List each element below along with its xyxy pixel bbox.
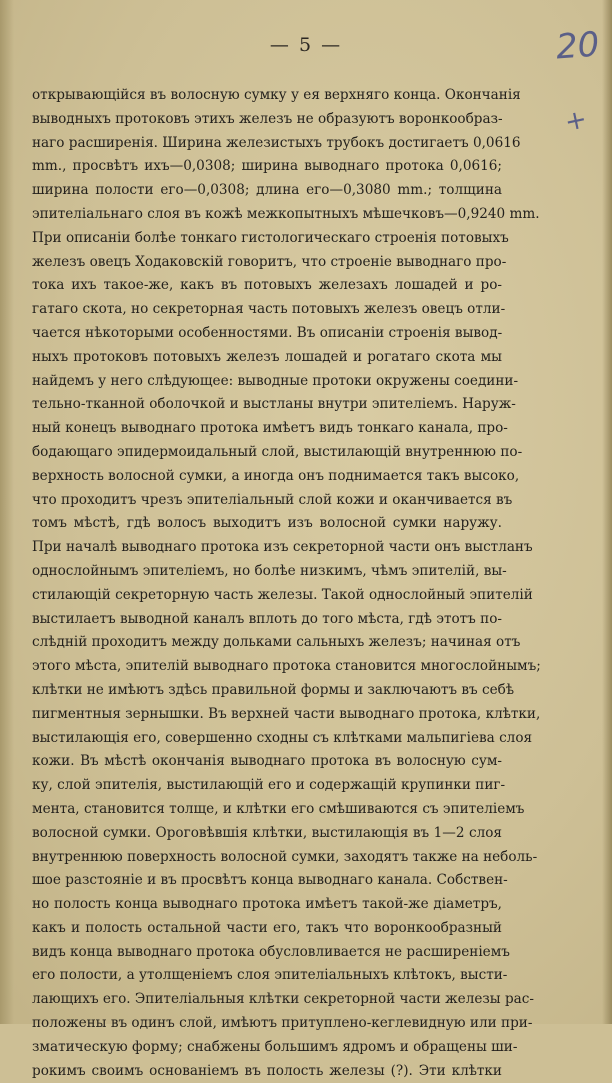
- text-line: видъ конца выводнаго протока обусловливается не расширеніемъ: [32, 943, 510, 960]
- text-line: его полости, а утолщеніемъ слоя эпителіальныхъ клѣтокъ, высти-: [32, 967, 508, 984]
- text-line: тельно-тканной оболочкой и выстланы внутри эпителіемъ. Наруж-: [32, 396, 516, 413]
- text-line: бодающаго эпидермоидальный слой, выстилающій внутреннюю по-: [32, 443, 523, 460]
- text-line: При описаніи болѣе тонкаго гистологическаго строенія потовыхъ: [32, 229, 509, 246]
- text-line: железъ овецъ Ходаковскій говоритъ, что строеніе выводнаго про-: [32, 253, 507, 270]
- text-line: рокимъ своимъ основаніемъ въ полость железы (?). Эти клѣтки: [32, 1062, 502, 1079]
- text-line: mm., просвѣтъ ихъ—0,0308; ширина выводнаго протока 0,0616;: [32, 158, 502, 175]
- text-line: томъ мѣстѣ, гдѣ волосъ выходитъ изъ волосной сумки наружу.: [32, 515, 502, 532]
- text-line: зматическую форму; снабжены большимъ ядромъ и обращены ши-: [32, 1038, 518, 1055]
- text-line: положены въ одинъ слой, имѣютъ притуплено-кеглевидную или при-: [32, 1015, 533, 1032]
- text-line: этого мѣста, эпителій выводнаго протока становится многослойнымъ;: [32, 658, 541, 675]
- text-line: ку, слой эпителія, выстилающій его и содержащій крупинки пиг-: [32, 777, 506, 794]
- text-line: тока ихъ такое-же, какъ въ потовыхъ железахъ лошадей и ро-: [32, 277, 502, 294]
- page-edge-right: [602, 0, 612, 1024]
- text-line: наго расширенія. Ширина железистыхъ трубокъ достигаетъ 0,0616: [32, 134, 521, 151]
- handwritten-margin-note: 20: [554, 24, 601, 68]
- text-line: какъ и полость остальной части его, такъ что воронкообразный: [32, 919, 502, 936]
- page-edge-left: [0, 0, 14, 1024]
- text-line: слѣдній проходитъ между дольками сальныхъ железъ; начиная отъ: [32, 634, 521, 651]
- text-line: однослойнымъ эпителіемъ, но болѣе низкимъ, чѣмъ эпителій, вы-: [32, 562, 507, 579]
- text-line: лающихъ его. Эпителіальныя клѣтки секреторной части железы рас-: [32, 991, 534, 1008]
- text-line: гатаго скота, но секреторная часть потовыхъ железъ овецъ отли-: [32, 301, 506, 318]
- text-line: мента, становится толще, и клѣтки его смѣшиваются съ эпителіемъ: [32, 800, 525, 817]
- text-line: При началѣ выводнаго протока изъ секреторной части онъ выстланъ: [32, 539, 533, 556]
- text-line: выстилаетъ выводной каналъ вплоть до того мѣста, гдѣ этотъ по-: [32, 610, 502, 627]
- text-line: пигментныя зернышки. Въ верхней части выводнаго протока, клѣтки,: [32, 705, 541, 722]
- text-line: верхность волосной сумки, а иногда онъ поднимается такъ высоко,: [32, 467, 520, 484]
- handwritten-margin-mark: +: [562, 104, 590, 138]
- text-line: внутреннюю поверхность волосной сумки, заходятъ также на неболь-: [32, 848, 538, 865]
- text-line: выводныхъ протоковъ этихъ железъ не образуютъ воронкообраз-: [32, 110, 503, 127]
- text-line: выстилающія его, совершенно сходны съ клѣтками мальпигіева слоя: [32, 729, 533, 746]
- text-line: ный конецъ выводнаго протока имѣетъ видъ тонкаго канала, про-: [32, 420, 508, 437]
- text-line: клѣтки не имѣютъ здѣсь правильной формы и заключаютъ въ себѣ: [32, 681, 515, 698]
- text-line: эпителіальнаго слоя въ кожѣ межкопытныхъ мѣшечковъ—0,9240 mm.: [32, 205, 540, 222]
- text-line: ныхъ протоковъ потовыхъ железъ лошадей и рогатаго скота мы: [32, 348, 502, 365]
- text-line: волосной сумки. Ороговѣвшія клѣтки, выстилающія въ 1—2 слоя: [32, 824, 502, 841]
- text-line: но полость конца выводнаго протока имѣетъ такой-же діаметръ,: [32, 896, 502, 913]
- body-text: [32, 84, 541, 1083]
- text-line: ширина полости его—0,0308; длина его—0,3080 mm.; толщина: [32, 182, 502, 199]
- page-number: — 5 —: [269, 34, 343, 56]
- text-line: чается нѣкоторыми особенностями. Въ описаніи строенія вывод-: [32, 324, 503, 341]
- text-line: кожи. Въ мѣстѣ окончанія выводнаго протока въ волосную сум-: [32, 753, 502, 770]
- text-line: открывающійся въ волосную сумку у ея верхняго конца. Окончанія: [32, 87, 521, 103]
- text-line: стилающій секреторную часть железы. Такой однослойный эпителій: [32, 586, 533, 603]
- text-line: что проходитъ чрезъ эпителіальный слой кожи и оканчивается въ: [32, 491, 513, 508]
- text-line: найдемъ у него слѣдующее: выводные протоки окружены соедини-: [32, 372, 519, 389]
- text-line: шое разстояніе и въ просвѣтъ конца выводнаго канала. Собствен-: [32, 872, 508, 889]
